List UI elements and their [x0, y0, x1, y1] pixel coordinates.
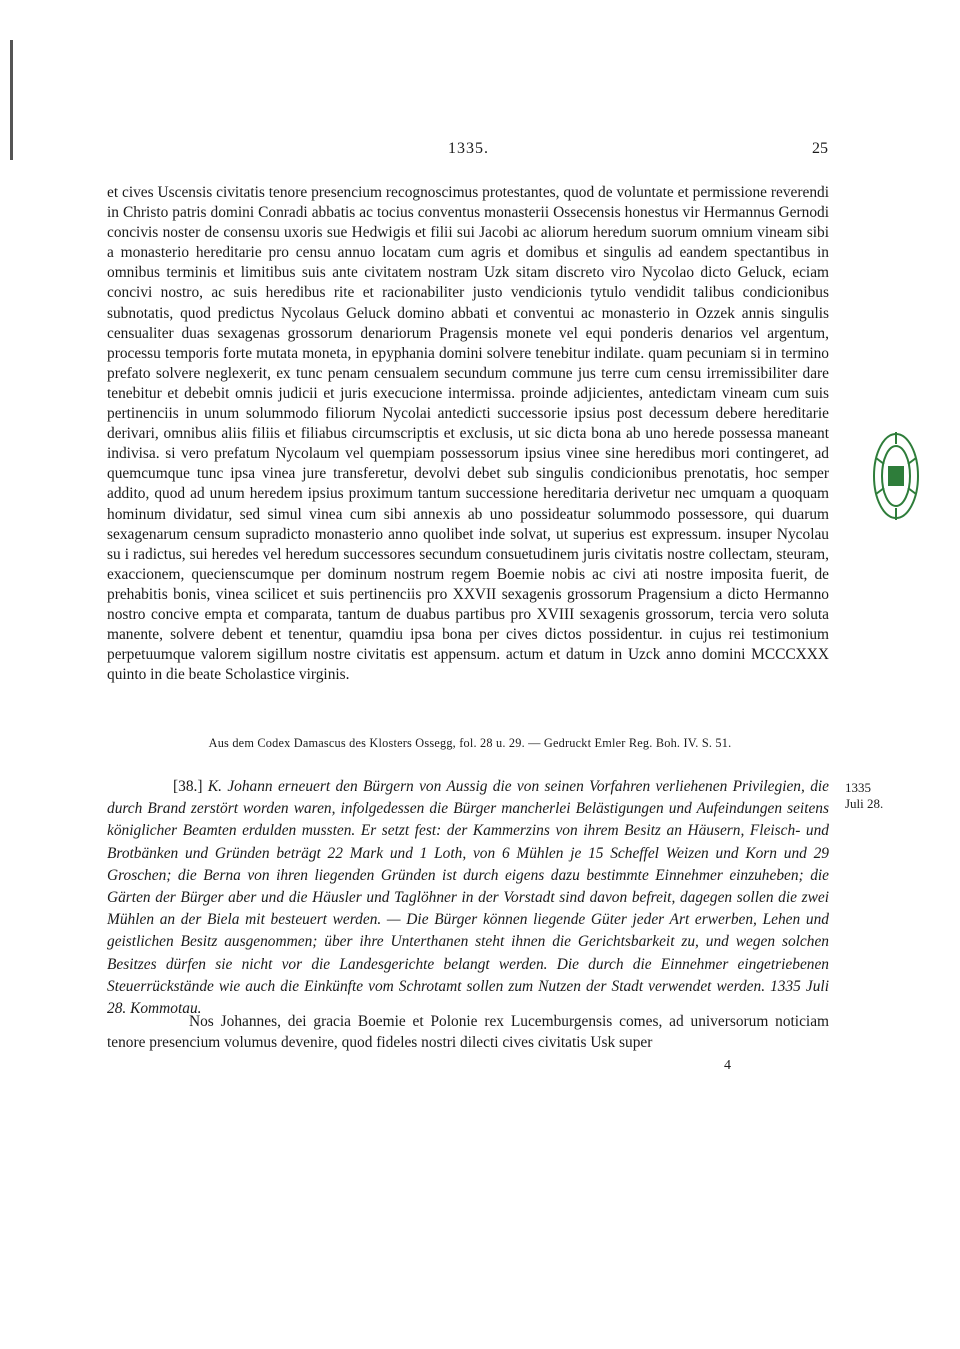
source-note: Aus dem Codex Damascus des Klosters Ossegg, fol. 28 u. 29. — Gedruckt Emler Reg. Boh. IV. S. 51. — [208, 736, 732, 750]
charter-text-continued — [107, 183, 829, 685]
library-stamp-icon — [868, 428, 924, 524]
regest-text: K. Johann erneuert den Bürgern von Aussig die von seinen Vorfahren verliehenen Privilegien, die durch Brand zerstört worden waren, infolgedessen die Bürger mancherlei Belästigungen und Aufeindungen seitens königlicher Beamten erdulden mussten. Er setzt fest: der Kammerzins von ihrem Besitz an Häusern, Fleisch- und Brotbänken und Gründen beträgt 22 Mark und 1 Loth, von 6 Mühlen je 15 Scheffel Weizen und Korn und 29 Groschen; die Berna von ihren liegenden Gründen ist durch eigens dazu bestimmte Einnehmer einzuheben; die Gärten der Bürger aber und die Häusler und Taglöhner in der Vorstadt sind davon befreit, dagegen sollen die zwei Mühlen an der Biela mit besteuert werden. — Die Bürger können liegende Güter jeder Art erwerben, Lehen und geistlichen Besitz ausgenommen; über ihre Unterthanen steht ihnen die Gerichtsbarkeit zu, und wegen solchen Besitzes dürfen sie nicht vor die Landesgerichte belangt werden. Die durch die Einnehmer eingetriebenen Steuerrückstände wie auch die Einkünfte vom Schrotamt sollen zum Nutzen der Stadt verwendet werden. 1335 Juli 28. Kommotau. — [107, 778, 829, 1018]
margin-date-note — [845, 780, 905, 812]
running-head-year: 1335. — [448, 140, 489, 157]
charter-text — [107, 1012, 829, 1053]
regest-summary — [107, 776, 829, 1020]
page-number: 25 — [812, 140, 828, 157]
margin-year: 1335 — [845, 780, 871, 795]
page-header — [0, 140, 960, 164]
charter-opening: Nos Johannes, dei gracia Boemie et Polonie rex Lucemburgensis comes, ad universorum noticiam tenore presencium volumus devenire, quod fideles nostri dilecti cives civitatis Usk super — [107, 1013, 829, 1051]
document-number: [38.] — [173, 778, 203, 795]
body-paragraph: et cives Uscensis civitatis tenore presencium recognoscimus protestantes, quod de voluntate et permissione reverendi in Christo patris domini Conradi abbatis ac tocius conventus monasterii Ossecensis honestus vir Hermannus Gernodi concivis noster de consensu uxoris sue Hedwigis et filii sui Jacobi ac aliorum heredum suorum omnium vineam sibi a monasterio hereditarie pro censu annuo locatam cum agris et domibus et singulis ad eandem spectantibus in omnibus terminis et limitibus suis ante civitatem nostram Uzk sitam discreto viro Nycolao dicto Geluck, eciam concivi nostro, ac suis heredibus rite et racionabiliter justo vendicionis tytulo vendidit talibus condicionibus subnotatis, quod predictus Nycolaus Geluck domino abbati et conventui ac monasterio in Ozzek annis singulis censualiter duas sexagenas grossorum denariorum Pragensis monete vel equi ponderis denarios vel argentum, processu temporis forte mutata moneta, in epyphania domini solvere tenebitur indilate. quam pecuniam si in termino prefato solvere neglexerit, ex tunc penam censualem secundum commune jus terre cum censu irremissibiliter dare tenebitur et debebit omnis judicii et juris execucione intermissa. proinde adjicientes, antedictam vineam cum suis pertinenciis in unum solummodo filiorum Nycolai antedicti successorie ipsius post decessum debere hereditarie derivari, omnibus aliis filiis et filiabus circumscriptis et exclusis, ut sic dicta bona ab uno herede possessa maneant indivisa. si vero prefatum Nycolaum vel quempiam possessorum ipsius vinee sine heredibus mori contingeret, ad quemcumque tunc ipsa vinea jure transferetur, devolvi debet sub singulis condicionibus prenotatis, hoc semper addito, quod ad unum heredem ipsius proximum tantum successione hereditaria derivetur nec umquam a quoquam hominum dividatur, sed simul vinea cum sibi annexis ab uno possideatur solummodo possessore, qui duarum sexagenarum censum supradicto monasterio anno quolibet inde solvat, ut superius est expressum. insuper Nycolau su i radictus, sui heredes vel heredum successores secundum consuetudinem juris civitatis nostre collectam, steuram, exaccionem, quecienscumque per dominum nostrum regem Boemie nobis ac civi ati nostre imposita fuerit, de prehabitis bonis, vinea scilicet et suis pertinenciis pro XXVII sexagenis grossorum Pragensium a dicto Hermanno nostro concive empta et comparata, tantum de duabus partibus pro XVIII sexagenis grossorum, tercia vero soluta manente, solvere debent et tenentur, quamdiu ipsa bona per cives dictos possidentur. in cujus rei testimonium perpetuumque valorem sigillum nostre civitatis est appensum. actum et datum in Uzck anno domini MCCCXXX quinto in die beate Scholastice virginis. — [107, 184, 829, 684]
margin-date: Juli 28. — [845, 796, 884, 811]
signature-mark: 4 — [724, 1058, 731, 1073]
